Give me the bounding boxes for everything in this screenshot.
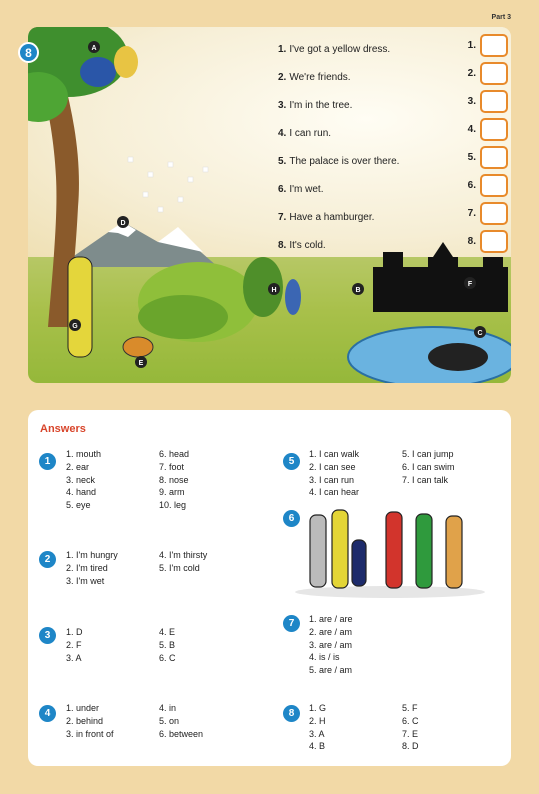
sentence-item: 4. I can run. — [278, 127, 332, 139]
snowflakes — [128, 157, 208, 212]
sentence-item: 3. I'm in the tree. — [278, 99, 353, 111]
answers-title: Answers — [40, 423, 86, 435]
answer-list-8a: 1. G 2. H 3. A 4. B — [309, 703, 327, 752]
answer-box-6[interactable] — [480, 174, 508, 197]
scene-letter-e: E — [138, 360, 144, 367]
boy-figure — [285, 279, 301, 315]
answer-list-2a: 1. I'm hungry 2. I'm tired 3. I'm wet — [66, 550, 118, 586]
answer-box-column: 1. 2. 3. 4. 5. 6. 7. 8. — [448, 31, 508, 255]
answer-list-3a: 1. D 2. F 3. A — [66, 627, 83, 663]
answer-list-3b: 4. E 5. B 6. C — [159, 627, 176, 663]
sentence-item: 2. We're friends. — [278, 71, 351, 83]
answer-number-3: 3 — [39, 627, 56, 644]
sentence-item: 8. It's cold. — [278, 239, 326, 251]
scene-letter-d: D — [120, 220, 126, 227]
sentence-item: 1. I've got a yellow dress. — [278, 43, 391, 55]
answer-number-2: 2 — [39, 551, 56, 568]
answer-box-5[interactable] — [480, 146, 508, 169]
bush — [138, 295, 228, 339]
answer-box-3[interactable] — [480, 90, 508, 113]
answer-number-4: 4 — [39, 705, 56, 722]
answer-6-illustration — [290, 500, 490, 600]
answers-panel — [28, 410, 511, 766]
answer-box-7[interactable] — [480, 202, 508, 225]
exercise-panel — [28, 27, 511, 383]
answer-number-5: 5 — [283, 453, 300, 470]
answer-number-7: 7 — [283, 615, 300, 632]
answer-box-4[interactable] — [480, 118, 508, 141]
sentence-item: 5. The palace is over there. — [278, 155, 400, 167]
hamburger — [123, 337, 153, 357]
answer-number-1: 1 — [39, 453, 56, 470]
answer-list-7: 1. are / are 2. are / am 3. are / am 4. is / is 5. are / am — [309, 614, 353, 676]
answer-list-1b: 6. head 7. foot 8. nose 9. arm 10. leg — [159, 449, 190, 511]
answer-list-2b: 4. I'm thirsty 5. I'm cold — [159, 550, 208, 573]
scene-letter-f: F — [467, 281, 473, 288]
answer-list-5a: 1. I can walk 2. I can see 3. I can run 4. I can hear — [309, 449, 360, 498]
answer-list-4b: 4. in 5. on 6. between — [159, 703, 204, 739]
answer-box-8[interactable] — [480, 230, 508, 253]
answer-box-2[interactable] — [480, 62, 508, 85]
answer-box-1[interactable] — [480, 34, 508, 57]
figure-in-tree — [114, 46, 138, 78]
scene-letter-h: H — [271, 287, 277, 294]
scene-letter-a: A — [91, 45, 97, 52]
part-label: Part 3 — [491, 14, 511, 21]
sentence-item: 7. Have a hamburger. — [278, 211, 375, 223]
swimming-figure — [428, 343, 488, 371]
answer-list-1a: 1. mouth 2. ear 3. neck 4. hand 5. eye — [66, 449, 102, 511]
exercise-number-badge: 8 — [18, 42, 39, 63]
answer-list-4a: 1. under 2. behind 3. in front of — [66, 703, 114, 739]
scene-letter-c: C — [477, 330, 483, 337]
sentence-item: 6. I'm wet. — [278, 183, 324, 195]
answer-list-5b: 5. I can jump 6. I can swim 7. I can talk — [402, 449, 455, 485]
answer-number-8: 8 — [283, 705, 300, 722]
king-figure — [68, 257, 92, 357]
scene-letter-g: G — [72, 323, 78, 330]
scene-letter-b: B — [355, 287, 361, 294]
answer-number-6: 6 — [283, 510, 300, 527]
answer-list-8b: 5. F 6. C 7. E 8. D — [402, 703, 419, 752]
figure-in-tree — [80, 57, 116, 87]
